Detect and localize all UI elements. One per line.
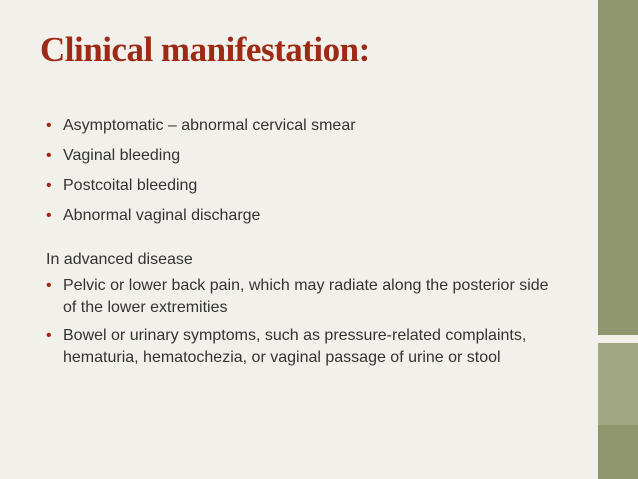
list-item-text: Bowel or urinary symptoms, such as pressure-related complaints, hematuria, hematochezia, or vaginal passage of urine or stool	[63, 327, 527, 366]
bullet-icon: •	[46, 117, 52, 134]
list-item-text: Pelvic or lower back pain, which may radiate along the posterior side of the lower extremities	[63, 277, 549, 316]
slide-title: Clinical manifestation:	[40, 30, 370, 69]
list-item-text: Asymptomatic – abnormal cervical smear	[63, 117, 356, 134]
section-subheading: In advanced disease	[46, 251, 193, 268]
list-item	[46, 145, 566, 167]
list-item	[46, 175, 566, 197]
list-item-text: Postcoital bleeding	[63, 177, 198, 194]
list-item-text: Vaginal bleeding	[63, 147, 181, 164]
list-item	[46, 275, 566, 319]
list-item	[46, 205, 566, 227]
side-band-segment	[598, 425, 638, 479]
bullet-icon: •	[46, 177, 52, 194]
bullet-icon: •	[46, 207, 52, 224]
advanced-bullet-list	[46, 275, 566, 369]
slide-body	[46, 115, 566, 375]
side-band-divider	[598, 335, 638, 343]
list-item	[46, 115, 566, 137]
side-band-segment	[598, 0, 638, 335]
list-item	[46, 325, 566, 369]
bullet-icon: •	[46, 327, 52, 344]
primary-bullet-list	[46, 115, 566, 227]
bullet-icon: •	[46, 147, 52, 164]
list-item-text: Abnormal vaginal discharge	[63, 207, 261, 224]
side-band-segment	[598, 343, 638, 425]
bullet-icon: •	[46, 277, 52, 294]
decorative-side-band	[598, 0, 638, 479]
